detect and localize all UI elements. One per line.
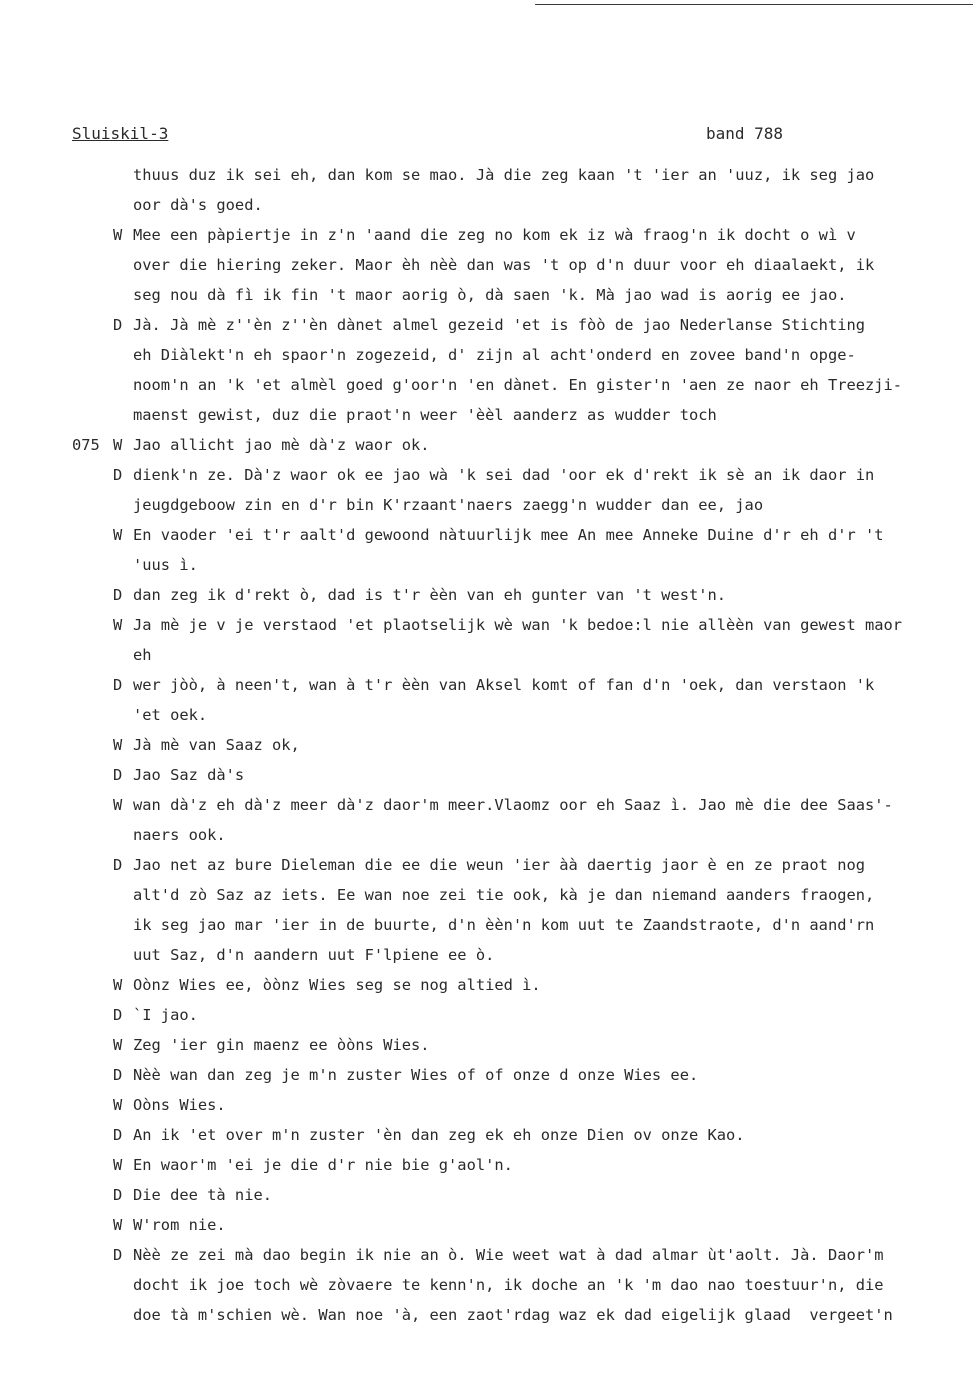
line-text: Zeg 'ier gin maenz ee òòns Wies. <box>133 1036 430 1054</box>
line-text: oor dà's goed. <box>133 196 263 214</box>
document-title: Sluiskil-3 <box>72 124 169 143</box>
transcript-line <box>0 160 973 190</box>
transcript-line <box>0 880 973 910</box>
speaker-label: W <box>113 616 123 634</box>
line-text: Jà. Jà mè z''èn z''èn dànet almel gezeid 'et is fòò de jao Nederlanse Stichting <box>133 316 866 334</box>
transcript-line <box>0 280 973 310</box>
transcript-line <box>0 1060 973 1090</box>
transcript-line <box>0 670 973 700</box>
transcript-line <box>0 1150 973 1180</box>
speaker-label: D <box>113 766 123 784</box>
line-text: seg nou dà fì ik fin 't maor aorig ò, dà saen 'k. Mà jao wad is aorig ee jao. <box>133 286 847 304</box>
line-text: doe tà m'schien wè. Wan noe 'à, een zaot'rdag waz ek dad eigelijk glaad vergeet'n <box>133 1306 893 1324</box>
line-text: wan dà'z eh dà'z meer dà'z daor'm meer.Vlaomz oor eh Saaz ì. Jao mè die dee Saas'- <box>133 796 893 814</box>
line-text: Nèè wan dan zeg je m'n zuster Wies of of onze d onze Wies ee. <box>133 1066 699 1084</box>
line-text: Jao Saz dà's <box>133 766 245 784</box>
speaker-label: W <box>113 976 123 994</box>
transcript-line <box>0 940 973 970</box>
line-text: Mee een pàpiertje in z'n 'aand die zeg no kom ek iz wà fraog'n ik docht o wì v <box>133 226 856 244</box>
speaker-label: W <box>113 796 123 814</box>
transcript-line <box>0 1240 973 1270</box>
line-text: En waor'm 'ei je die d'r nie bie g'aol'n. <box>133 1156 513 1174</box>
speaker-label: D <box>113 676 123 694</box>
transcript-line <box>0 190 973 220</box>
speaker-label: W <box>113 1036 123 1054</box>
transcript-line <box>0 370 973 400</box>
transcript-line <box>0 730 973 760</box>
speaker-label: D <box>113 466 123 484</box>
line-text: Oònz Wies ee, òònz Wies seg se nog altied ì. <box>133 976 541 994</box>
speaker-label: W <box>113 736 123 754</box>
line-text: Oòns Wies. <box>133 1096 226 1114</box>
line-text: Die dee tà nie. <box>133 1186 272 1204</box>
line-text: Nèè ze zei mà dao begin ik nie an ò. Wie weet wat à dad almar ùt'aolt. Jà. Daor'm <box>133 1246 884 1264</box>
line-text: Ja mè je v je verstaod 'et plaotselijk wè wan 'k bedoe:l nie allèèn van gewest maor <box>133 616 903 634</box>
speaker-label: D <box>113 1006 123 1024</box>
transcript-line <box>0 790 973 820</box>
line-text: eh <box>133 646 152 664</box>
line-text: 'et oek. <box>133 706 208 724</box>
line-text: maenst gewist, duz die praot'n weer 'èèl aanderz as wudder toch <box>133 406 717 424</box>
speaker-label: W <box>113 1156 123 1174</box>
transcript-line <box>0 760 973 790</box>
speaker-label: W <box>113 436 123 454</box>
line-text: eh Diàlekt'n eh spaor'n zogezeid, d' zijn al acht'onderd en zovee band'n opge- <box>133 346 856 364</box>
line-text: thuus duz ik sei eh, dan kom se mao. Jà die zeg kaan 't 'ier an 'uuz, ik seg jao <box>133 166 875 184</box>
speaker-label: W <box>113 526 123 544</box>
line-text: dienk'n ze. Dà'z waor ok ee jao wà 'k sei dad 'oor ek d'rekt ik sè an ik daor in <box>133 466 875 484</box>
line-text: jeugdgeboow zin en d'r bin K'rzaant'naers zaegg'n wudder dan ee, jao <box>133 496 764 514</box>
line-text: dan zeg ik d'rekt ò, dad is t'r èèn van eh gunter van 't west'n. <box>133 586 727 604</box>
line-text: En vaoder 'ei t'r aalt'd gewoond nàtuurlijk mee An mee Anneke Duine d'r eh d'r 't <box>133 526 884 544</box>
transcript-line <box>0 1180 973 1210</box>
line-text: ik seg jao mar 'ier in de buurte, d'n èèn'n kom uut te Zaandstraote, d'n aand'rn <box>133 916 875 934</box>
line-text: uut Saz, d'n aandern uut F'lpiene ee ò. <box>133 946 495 964</box>
speaker-label: W <box>113 1096 123 1114</box>
transcript-line <box>0 910 973 940</box>
line-text: An ik 'et over m'n zuster 'èn dan zeg ek eh onze Dien ov onze Kao. <box>133 1126 745 1144</box>
transcript-line <box>0 640 973 670</box>
speaker-label: W <box>113 1216 123 1234</box>
line-text: Jà mè van Saaz ok, <box>133 736 300 754</box>
speaker-label: D <box>113 1186 123 1204</box>
transcript-line <box>0 820 973 850</box>
transcript-line <box>0 1030 973 1060</box>
speaker-label: D <box>113 586 123 604</box>
speaker-label: D <box>113 316 123 334</box>
line-text: noom'n an 'k 'et almèl goed g'oor'n 'en dànet. En gister'n 'aen ze naor eh Treezji- <box>133 376 903 394</box>
top-rule <box>535 4 973 5</box>
transcript-line <box>0 700 973 730</box>
transcript-line <box>0 490 973 520</box>
transcript-line <box>0 250 973 280</box>
transcript-line <box>0 400 973 430</box>
line-text: Jao net az bure Dieleman die ee die weun 'ier àà daertig jaor è en ze praot nog <box>133 856 866 874</box>
transcript-line <box>0 1090 973 1120</box>
transcript-line <box>0 430 973 460</box>
transcript-line <box>0 1210 973 1240</box>
transcript-line <box>0 850 973 880</box>
line-text: docht ik joe toch wè zòvaere te kenn'n, ik doche an 'k 'm dao nao toestuur'n, die <box>133 1276 884 1294</box>
transcript-line <box>0 520 973 550</box>
speaker-label: D <box>113 1066 123 1084</box>
line-text: 'uus ì. <box>133 556 198 574</box>
speaker-label: D <box>113 856 123 874</box>
transcript-line <box>0 1300 973 1330</box>
transcript-line <box>0 460 973 490</box>
line-text: alt'd zò Saz az iets. Ee wan noe zei tie ook, kà je dan niemand aanders fraogen, <box>133 886 875 904</box>
line-text: naers ook. <box>133 826 226 844</box>
transcript-line <box>0 610 973 640</box>
transcript-line <box>0 1270 973 1300</box>
transcript-line <box>0 310 973 340</box>
line-text: wer jòò, à neen't, wan à t'r èèn van Aksel komt of fan d'n 'oek, dan verstaon 'k <box>133 676 875 694</box>
transcript-body <box>0 160 973 1330</box>
speaker-label: D <box>113 1246 123 1264</box>
line-text: over die hiering zeker. Maor èh nèè dan was 't op d'n duur voor eh diaalaekt, ik <box>133 256 875 274</box>
transcript-line <box>0 970 973 1000</box>
line-text: `I jao. <box>133 1006 198 1024</box>
transcript-line <box>0 1120 973 1150</box>
line-number: 075 <box>72 436 100 454</box>
line-text: W'rom nie. <box>133 1216 226 1234</box>
speaker-label: W <box>113 226 123 244</box>
transcript-line <box>0 220 973 250</box>
line-text: Jao allicht jao mè dà'z waor ok. <box>133 436 430 454</box>
transcript-line <box>0 580 973 610</box>
speaker-label: D <box>113 1126 123 1144</box>
band-number: band 788 <box>706 124 784 143</box>
transcript-line <box>0 1000 973 1030</box>
transcript-line <box>0 550 973 580</box>
transcript-line <box>0 340 973 370</box>
